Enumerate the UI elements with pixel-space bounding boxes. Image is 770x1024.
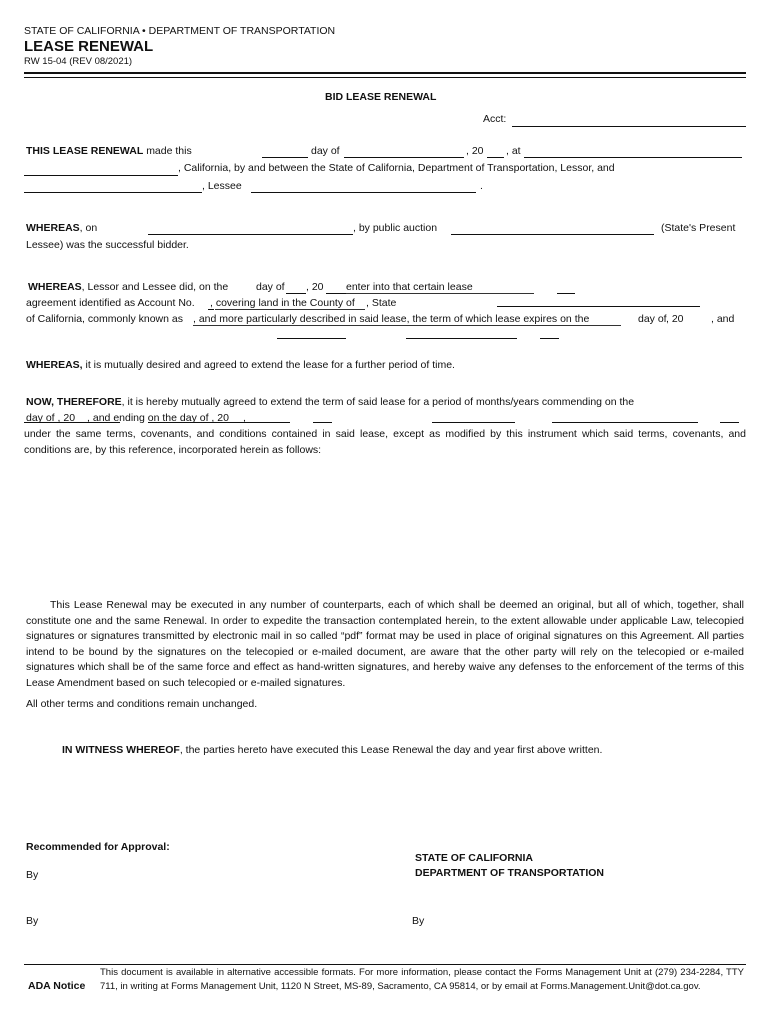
para5-line1-text: , it is hereby mutually agreed to extend the term of said lease for a period of months/years commending on the <box>121 396 635 408</box>
account-line2-field[interactable] <box>497 292 700 307</box>
para1-lead: THIS LEASE RENEWAL <box>26 145 144 157</box>
lease-day-field[interactable] <box>262 143 308 158</box>
county-field[interactable] <box>215 295 365 310</box>
para3-line1-lead <box>28 281 228 293</box>
recommended-label: Recommended for Approval: <box>26 841 170 853</box>
end-year-field[interactable] <box>552 408 698 423</box>
start-year-field[interactable] <box>148 408 290 423</box>
para4-lead: WHEREAS, <box>26 359 83 371</box>
lease-year-field[interactable] <box>487 143 504 158</box>
para5-year-2: , 20 <box>211 412 229 424</box>
para3-line1-d: enter into that certain lease <box>346 281 473 293</box>
lease-city-field[interactable] <box>24 161 178 176</box>
para2-states-present: (State's Present <box>661 222 736 234</box>
end-month-field[interactable] <box>432 408 515 423</box>
para3-line3-c: day of <box>638 313 667 325</box>
para3-line2-a: agreement identified as Account No. <box>26 297 195 309</box>
para1-period: . <box>480 180 483 192</box>
document-title: BID LEASE RENEWAL <box>325 91 437 103</box>
para3-lead: WHEREAS <box>28 281 82 293</box>
page-title: LEASE RENEWAL <box>24 38 154 55</box>
signature-by-3: By <box>412 915 425 927</box>
other-terms: All other terms and conditions remain unchanged. <box>26 698 258 710</box>
present-lessee-field[interactable] <box>451 220 654 235</box>
signature-by-2: By <box>26 915 39 927</box>
start-day-field[interactable] <box>24 408 120 423</box>
para1-lessee: , Lessee <box>202 180 242 192</box>
header-rule-top <box>24 72 746 74</box>
end-day-field[interactable] <box>313 408 332 423</box>
para5-day-of-2: day of <box>179 412 209 424</box>
para2-lead: WHEREAS <box>26 222 80 234</box>
orig-lease-day-field[interactable] <box>286 279 306 294</box>
para3-line3-e: , and <box>711 313 735 325</box>
para1-california: , California, by and between the State of California, Department of Transportation, Lessor, and <box>178 162 615 174</box>
agency-line: STATE OF CALIFORNIA • DEPARTMENT OF TRANSPORTATION <box>24 25 336 37</box>
counterparts-paragraph: This Lease Renewal may be executed in any number of counterparts, each of which shall be deemed an original, but all of which, together, shall constitute one and the same Renewal. In order to expedite the transaction contemplated herein, to the extent allowable under applicable Law, telecopied signatures or signatures transmitted by electronic mail in so called “pdf” format may be used in place of original signatures on this Agreement. All parties intend to be bound by the signatures on the telecopied or e-mailed document, are aware that the other party will rely on the telecopied or e-mailed signatures which shall be of the same force and effect as hand-written signatures, and hereby waive any defenses to the enforcement of the terms of this Lease Amendment based on such telecopied or e-mailed signatures. <box>26 599 744 689</box>
para5-day-of-1: day of <box>26 412 55 424</box>
term-field[interactable] <box>720 408 739 423</box>
expire-day-field[interactable] <box>277 324 346 339</box>
lease-location-field[interactable] <box>524 143 742 158</box>
auction-date-field[interactable] <box>148 220 353 235</box>
para4-text: it is mutually desired and agreed to extend the lease for a further period of time. <box>85 359 455 371</box>
para3-line2-b: , covering land in the County of <box>210 297 355 309</box>
para5-line3: under the same terms, covenants, and conditions contained in said lease, except as modified by this instrument which said terms, covenants, and conditions are, by this reference, incorporated herein as follows: <box>24 428 746 456</box>
lease-month-field[interactable] <box>344 143 464 158</box>
para3-line3-d: , 20 <box>666 313 684 325</box>
expire-month-field[interactable] <box>406 324 517 339</box>
para4 <box>26 359 455 371</box>
para5-year-1: , 20 <box>57 412 76 424</box>
ada-notice-label: ADA Notice <box>28 980 86 992</box>
para5-lead: NOW, THEREFORE <box>26 396 122 408</box>
footer-rule <box>24 964 746 965</box>
state-name: STATE OF CALIFORNIA <box>415 852 534 864</box>
header-rule-bottom <box>24 77 746 78</box>
para2-line1 <box>26 222 97 234</box>
para3-line3-b: , and more particularly described in said lease, the term of which lease expires on the <box>193 313 590 325</box>
lessee-name-field[interactable] <box>24 178 202 193</box>
orig-lease-year-field[interactable] <box>326 279 346 294</box>
para2-tail: Lessee) was the successful bidder. <box>26 239 189 251</box>
witness-clause <box>62 744 602 756</box>
signature-by-1: By <box>26 869 39 881</box>
lessee-address-field[interactable] <box>251 178 476 193</box>
para5-comma: , <box>242 412 246 424</box>
para1-day-of: day of <box>311 145 340 157</box>
para1-made-this: made this <box>146 145 192 157</box>
para3-line1-c: , 20 <box>306 281 324 293</box>
expire-year-field[interactable] <box>540 324 559 339</box>
para3-line1-a: , Lessor and Lessee did, on the <box>81 281 229 293</box>
para1-at: , at <box>506 145 521 157</box>
para3-line3-a: of California, commonly known as <box>26 313 183 325</box>
acct-field[interactable] <box>512 112 746 127</box>
para2-on: , on <box>79 222 98 234</box>
para3-line2-c: , State <box>366 297 397 309</box>
ada-notice-text: This document is available in alternative accessible formats. For more information, please contact the Forms Management Unit at (279) 234-2284, TTY 711, in writing at Forms Management Unit, 1120 N Street, MS-89, Sacramento, CA 95814, or by email at Forms.Management.Unit@dot.ca.gov. <box>100 967 744 992</box>
para5-ending: , and ending on the <box>87 412 177 424</box>
para5-line1 <box>26 396 634 408</box>
para1-line1 <box>26 145 192 157</box>
form-number: RW 15-04 (REV 08/2021) <box>24 56 133 67</box>
para2-auction: , by public auction <box>353 222 438 234</box>
para1-year-prefix: , 20 <box>466 145 484 157</box>
acct-label: Acct: <box>483 113 507 125</box>
witness-text: , the parties hereto have executed this Lease Renewal the day and year first above written. <box>179 744 603 756</box>
department-name: DEPARTMENT OF TRANSPORTATION <box>415 867 604 879</box>
para3-line1-b: day of <box>256 281 285 293</box>
witness-lead: IN WITNESS WHEREOF <box>62 744 180 756</box>
